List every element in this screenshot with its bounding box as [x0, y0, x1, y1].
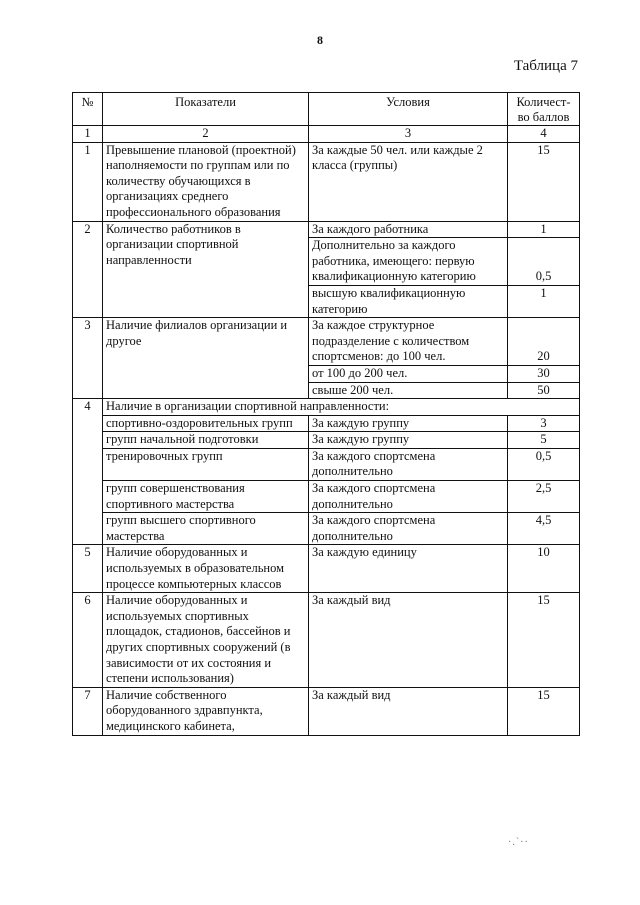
- condition-cell: от 100 до 200 чел.: [309, 365, 508, 382]
- row-number: 5: [73, 545, 103, 593]
- indicator-cell: Наличие оборудованных и используемых спортивных площадок, стадионов, бассейнов и других спортивных сооружений (в зависимости от их состояния и степени использования): [103, 593, 309, 688]
- indicator-cell: Наличие собственного оборудованного здравпункта, медицинского кабинета,: [103, 687, 309, 735]
- row-number: 4: [73, 399, 103, 545]
- points-cell: 30: [508, 365, 580, 382]
- indicator-cell: групп высшего спортивного мастерства: [103, 513, 309, 545]
- points-cell: 10: [508, 545, 580, 593]
- points-cell: 0,5: [508, 448, 580, 480]
- col-number: 4: [508, 126, 580, 143]
- points-cell: 1: [508, 221, 580, 238]
- row-number: 2: [73, 221, 103, 318]
- header-num: №: [73, 93, 103, 126]
- row-number: 7: [73, 687, 103, 735]
- condition-cell: Дополнительно за каждого работника, имеющего: первую квалификационную категорию: [309, 238, 508, 286]
- points-cell: 15: [508, 593, 580, 688]
- table-row: [73, 593, 580, 688]
- points-cell: 20: [508, 318, 580, 366]
- condition-cell: За каждого спортсмена дополнительно: [309, 481, 508, 513]
- table-row: [73, 481, 580, 513]
- table-row: [73, 415, 580, 432]
- row-number: 1: [73, 142, 103, 221]
- condition-cell: За каждое структурное подразделение с количеством спортсменов: до 100 чел.: [309, 318, 508, 366]
- points-cell: 1: [508, 285, 580, 317]
- points-cell: 50: [508, 382, 580, 399]
- points-cell: 5: [508, 432, 580, 449]
- points-cell: 2,5: [508, 481, 580, 513]
- condition-cell: высшую квалификационную категорию: [309, 285, 508, 317]
- pen-mark: ·.ˋ··: [508, 837, 529, 848]
- condition-cell: За каждого работника: [309, 221, 508, 238]
- indicator-cell: тренировочных групп: [103, 448, 309, 480]
- points-cell: 4,5: [508, 513, 580, 545]
- table-row: [73, 399, 580, 416]
- indicator-cell: Превышение плановой (проектной) наполняемости по группам или по количеству обучающихся в организациях среднего профессионального образования: [103, 142, 309, 221]
- indicator-cell: спортивно-оздоровительных групп: [103, 415, 309, 432]
- condition-cell: За каждого спортсмена дополнительно: [309, 448, 508, 480]
- condition-cell: За каждый вид: [309, 593, 508, 688]
- col-number: 3: [309, 126, 508, 143]
- indicator-cell: Количество работников в организации спортивной направленности: [103, 221, 309, 318]
- condition-cell: свыше 200 чел.: [309, 382, 508, 399]
- table-row: [73, 687, 580, 735]
- indicator-cell: групп начальной подготовки: [103, 432, 309, 449]
- table-caption: Таблица 7: [513, 58, 578, 74]
- points-cell: 3: [508, 415, 580, 432]
- condition-cell: За каждую группу: [309, 432, 508, 449]
- table-row: [73, 545, 580, 593]
- col-number: 1: [73, 126, 103, 143]
- points-cell: 15: [508, 142, 580, 221]
- page-number: 8: [317, 33, 323, 47]
- table-header-row: [73, 93, 580, 126]
- header-indicator: Показатели: [103, 93, 309, 126]
- indicator-cell: групп совершенствования спортивного мастерства: [103, 481, 309, 513]
- indicator-cell: Наличие оборудованных и используемых в образовательном процессе компьютерных классов: [103, 545, 309, 593]
- table-row: [73, 221, 580, 238]
- header-condition: Условия: [309, 93, 508, 126]
- points-cell: 15: [508, 687, 580, 735]
- column-number-row: [73, 126, 580, 143]
- condition-cell: За каждые 50 чел. или каждые 2 класса (группы): [309, 142, 508, 221]
- condition-cell: За каждую группу: [309, 415, 508, 432]
- row-number: 6: [73, 593, 103, 688]
- table-row: [73, 448, 580, 480]
- col-number: 2: [103, 126, 309, 143]
- row-number: 3: [73, 318, 103, 399]
- table-row: [73, 142, 580, 221]
- table-row: [73, 432, 580, 449]
- points-cell: 0,5: [508, 238, 580, 286]
- indicator-cell: Наличие филиалов организации и другое: [103, 318, 309, 399]
- table-row: [73, 513, 580, 545]
- table-row: [73, 318, 580, 366]
- scoring-table: [72, 92, 580, 736]
- condition-cell: За каждую единицу: [309, 545, 508, 593]
- condition-cell: За каждый вид: [309, 687, 508, 735]
- section-heading-cell: Наличие в организации спортивной направленности:: [103, 399, 580, 416]
- header-points: Количест-во баллов: [508, 93, 580, 126]
- condition-cell: За каждого спортсмена дополнительно: [309, 513, 508, 545]
